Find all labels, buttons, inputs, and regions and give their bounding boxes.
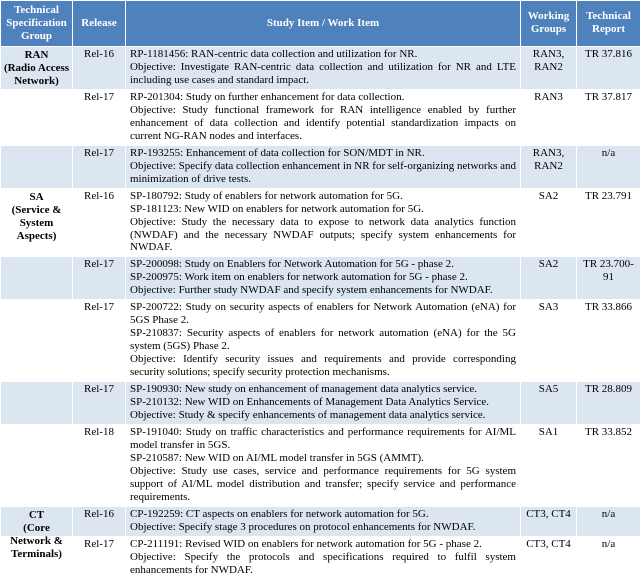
study-paragraph: Objective: Further study NWDAF and specify system enhancements for NWDAF. [130, 284, 516, 297]
table-row [1, 382, 640, 425]
group-cell-continuation [1, 425, 73, 507]
table-row [1, 188, 640, 257]
release-cell: Rel-17 [73, 300, 126, 382]
study-paragraph: SP-180792: Study of enablers for network automation for 5G. [130, 190, 516, 203]
study-paragraph: SP-210837: Security aspects of enablers for network automation (eNA) for the 5G system (5GS) Phase 2. [130, 327, 516, 353]
group-full-name: (Core Network & Terminals) [2, 522, 71, 562]
working-groups-cell: SA5 [521, 382, 577, 425]
study-paragraph: Objective: Study use cases, service and performance requirements for 5G system support of AI/ML model distribution and transfer; specify service and performance requirements. [130, 465, 516, 504]
group-abbr: CT [2, 509, 71, 522]
study-paragraph: SP-200975: Work item on enablers for network automation for 5G - phase 2. [130, 271, 516, 284]
study-paragraph: SP-191040: Study on traffic characteristics and performance requirements for AI/ML model transfer in 5GS. [130, 426, 516, 452]
study-paragraph: RP-193255: Enhancement of data collection for SON/MDT in NR. [130, 147, 516, 160]
column-header-group: Technical Specification Group [1, 1, 73, 47]
release-cell: Rel-17 [73, 382, 126, 425]
table-row [1, 145, 640, 188]
group-cell [1, 188, 73, 257]
working-groups-cell: CT3, CT4 [521, 506, 577, 536]
study-cell [126, 506, 521, 536]
study-cell [126, 425, 521, 507]
technical-report-cell: TR 28.809 [577, 382, 640, 425]
study-paragraph: CP-192259: CT aspects on enablers for network automation for 5G. [130, 508, 516, 521]
release-cell: Rel-18 [73, 425, 126, 507]
column-header-working-groups: Working Groups [521, 1, 577, 47]
group-full-name: (Radio Access Network) [2, 62, 71, 88]
group-label [2, 191, 71, 244]
group-label [2, 509, 71, 562]
group-cell-continuation [1, 300, 73, 382]
study-cell [126, 536, 521, 579]
study-paragraph: Objective: Specify data collection enhancement in NR for self-organizing networks and minimization of drive tests. [130, 160, 516, 186]
study-paragraph: SP-200722: Study on security aspects of enablers for Network Automation (eNA) for 5GS Phase 2. [130, 301, 516, 327]
working-groups-cell: RAN3, RAN2 [521, 46, 577, 89]
column-header-release: Release [73, 1, 126, 47]
release-cell: Rel-17 [73, 536, 126, 579]
study-paragraph: RP-1181456: RAN-centric data collection and utilization for NR. [130, 48, 516, 61]
technical-report-cell: TR 23.791 [577, 188, 640, 257]
group-cell-continuation [1, 145, 73, 188]
working-groups-cell: CT3, CT4 [521, 536, 577, 579]
study-cell [126, 300, 521, 382]
column-header-study-item: Study Item / Work Item [126, 1, 521, 47]
study-cell [126, 257, 521, 300]
release-cell: Rel-16 [73, 188, 126, 257]
group-abbr: SA [2, 191, 71, 204]
study-paragraph: Objective: Investigate RAN-centric data collection and utilization for NR and LTE including use cases and standard impact. [130, 61, 516, 87]
working-groups-cell: SA2 [521, 188, 577, 257]
study-paragraph: SP-210587: New WID on AI/ML model transfer in 5GS (AMMT). [130, 452, 516, 465]
header-row [1, 1, 640, 47]
study-paragraph: Objective: Specify the protocols and specifications required to fulfil system enhancements for NWDAF. [130, 551, 516, 577]
study-paragraph: SP-181123: New WID on enablers for network automation for 5G. [130, 203, 516, 216]
group-cell-continuation [1, 257, 73, 300]
group-abbr: RAN [2, 49, 71, 62]
working-groups-cell: RAN3, RAN2 [521, 145, 577, 188]
study-cell [126, 382, 521, 425]
release-cell: Rel-17 [73, 145, 126, 188]
column-header-technical-report: Technical Report [577, 1, 640, 47]
table-row [1, 536, 640, 579]
study-paragraph: Objective: Study the necessary data to expose to network data analytics function (NWDAF) and the necessary NWDAF outputs; specify system enhancements for NWDAF. [130, 216, 516, 255]
study-paragraph: Objective: Specify stage 3 procedures on protocol enhancements for NWDAF. [130, 521, 516, 534]
release-cell: Rel-16 [73, 46, 126, 89]
technical-report-cell: n/a [577, 536, 640, 579]
study-paragraph: Objective: Study functional framework for RAN intelligence enabled by further enhancement of data collection and identify potential standardization impacts on current NG-RAN nodes and interfaces. [130, 104, 516, 143]
group-cell [1, 46, 73, 89]
technical-report-cell: n/a [577, 145, 640, 188]
table-row [1, 425, 640, 507]
working-groups-cell: RAN3 [521, 89, 577, 145]
study-paragraph: Objective: Identify security issues and requirements and provide corresponding security solutions; specify security protection mechanisms. [130, 353, 516, 379]
study-cell [126, 188, 521, 257]
working-groups-cell: SA3 [521, 300, 577, 382]
table-row [1, 300, 640, 382]
release-cell: Rel-17 [73, 89, 126, 145]
group-cell-continuation [1, 89, 73, 145]
study-paragraph: Objective: Study & specify enhancements of management data analytics service. [130, 409, 516, 422]
table-row [1, 506, 640, 536]
group-full-name: (Service & System Aspects) [2, 204, 71, 244]
working-groups-cell: SA1 [521, 425, 577, 507]
technical-report-cell: TR 23.700-91 [577, 257, 640, 300]
study-paragraph: SP-190930: New study on enhancement of management data analytics service. [130, 383, 516, 396]
group-label [2, 49, 71, 89]
technical-report-cell: TR 33.866 [577, 300, 640, 382]
working-groups-cell: SA2 [521, 257, 577, 300]
release-cell: Rel-16 [73, 506, 126, 536]
group-cell [1, 506, 73, 536]
study-paragraph: RP-201304: Study on further enhancement for data collection. [130, 91, 516, 104]
study-paragraph: SP-200098: Study on Enablers for Network Automation for 5G - phase 2. [130, 258, 516, 271]
study-paragraph: SP-210132: New WID on Enhancements of Management Data Analytics Service. [130, 396, 516, 409]
table-row [1, 46, 640, 89]
technical-report-cell: TR 37.817 [577, 89, 640, 145]
technical-report-cell: TR 33.852 [577, 425, 640, 507]
study-cell [126, 89, 521, 145]
technical-report-cell: TR 37.816 [577, 46, 640, 89]
study-paragraph: CP-211191: Revised WID on enablers for network automation for 5G - phase 2. [130, 538, 516, 551]
release-cell: Rel-17 [73, 257, 126, 300]
technical-report-cell: n/a [577, 506, 640, 536]
group-cell-continuation [1, 382, 73, 425]
study-cell [126, 46, 521, 89]
study-cell [126, 145, 521, 188]
table-row [1, 257, 640, 300]
table-row [1, 89, 640, 145]
